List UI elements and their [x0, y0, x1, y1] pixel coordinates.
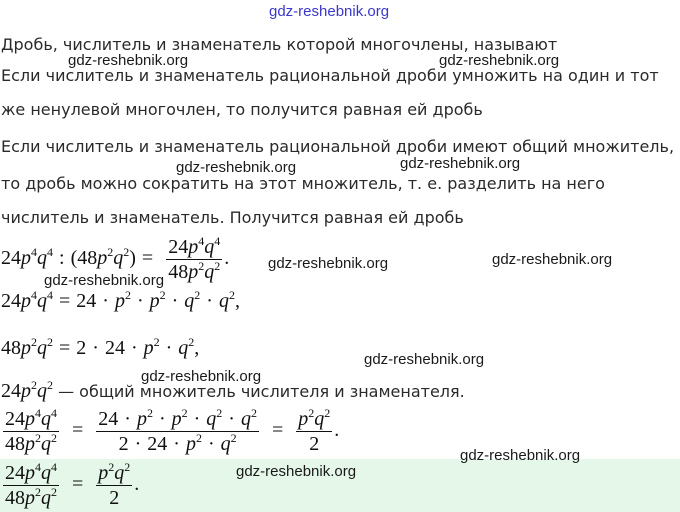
common-factor-text: — общий множитель числителя и знаменателя.	[58, 382, 465, 401]
fraction-original: $\frac{24p^4q^4}{48p^2q^2}$	[168, 234, 221, 283]
watermark: gdz-reshebnik.org	[364, 351, 485, 368]
equation-numerator-factored: $24p^4q^4 = 24 \cdot p^2 \cdot p^2 \cdot q^2 \cdot q^2$,	[1, 288, 240, 312]
watermark: gdz-reshebnik.org	[439, 52, 560, 69]
equation-denominator-factored: $48p^2q^2 = 2 \cdot 24 \cdot p^2 \cdot q^2$,	[1, 335, 200, 359]
paragraph-property-line2: же ненулевой многочлен, то получится равная ей дробь	[1, 100, 483, 119]
watermark: gdz-reshebnik.org	[44, 272, 165, 289]
paragraph-definition: Дробь, числитель и знаменатель которой многочлены, называют	[1, 35, 558, 54]
equation-final-answer: $\frac{24p^4q^4}{48p^2q^2}$ = $\frac{p^2q^2}{2}$ .	[5, 460, 140, 509]
common-factor-line: $24p^2q^2$ — общий множитель числителя и знаменателя.	[1, 378, 465, 402]
watermark: gdz-reshebnik.org	[141, 368, 262, 385]
watermark: gdz-reshebnik.org	[460, 447, 581, 464]
watermark: gdz-reshebnik.org	[236, 463, 357, 480]
watermark: gdz-reshebnik.org	[268, 255, 389, 272]
watermark: gdz-reshebnik.org	[68, 52, 189, 69]
equation-reduction-chain: $\frac{24p^4q^4}{48p^2q^2}$ = $\frac{24 \cdot p^2 \cdot p^2 \cdot q^2 \cdot q^2}{2 \cdot 24 \cdot p^2 \cdot q^2}$ = $\frac{p^2q^2}{2}$ .	[5, 406, 340, 455]
paragraph-reduction-line1: Если числитель и знаменатель рациональной дроби имеют общий множитель,	[1, 137, 675, 156]
paragraph-reduction-line2: то дробь можно сократить на этот множитель, т. е. разделить на него	[1, 174, 605, 193]
watermark: gdz-reshebnik.org	[492, 251, 613, 268]
paragraph-property-line1: Если числитель и знаменатель рациональной дроби умножить на один и тот	[1, 66, 659, 85]
equation-division: $24p^4q^4$ : $(48p^2q^2)$ = $\frac{24p^4q^4}{48p^2q^2}$ .	[1, 234, 230, 283]
watermark: gdz-reshebnik.org	[176, 159, 297, 176]
watermark: gdz-reshebnik.org	[400, 155, 521, 172]
paragraph-reduction-line3: числитель и знаменатель. Получится равная ей дробь	[1, 208, 464, 227]
watermark-top: gdz-reshebnik.org	[269, 3, 390, 20]
